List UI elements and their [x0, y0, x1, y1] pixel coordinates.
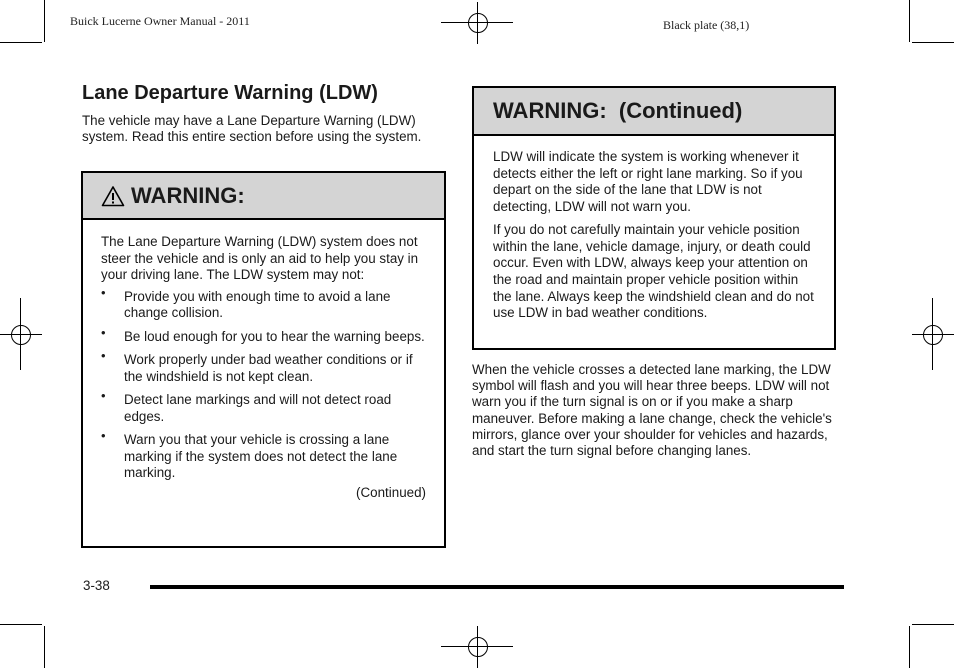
bullet-text: Warn you that your vehicle is crossing a lane marking if the system does not detect the lane marking.	[124, 432, 398, 481]
list-item	[101, 324, 426, 346]
continued-title-bar	[474, 88, 834, 136]
warning-paragraph: If you do not carefully maintain your vehicle position within the lane, vehicle damage, injury, or death could occur. Even with LDW, always keep your attention on the road and maintain proper vehicle position within the lane. Always keep the windshield clean and do not use LDW in bad weather conditions.	[493, 222, 814, 321]
section-intro: The vehicle may have a Lane Departure Warning (LDW) system. Read this entire section before using the system.	[82, 113, 422, 145]
list-item	[101, 428, 426, 482]
warning-triangle-icon	[101, 185, 125, 207]
continued-warning-box	[472, 86, 836, 350]
warning-lead-text: The Lane Departure Warning (LDW) system does not steer the vehicle and is only an aid to help you stay in your driving lane. The LDW system may not:	[101, 234, 419, 283]
registration-mark-top	[441, 2, 513, 44]
warning-bullet-list	[101, 284, 426, 482]
bullet-icon: •	[101, 348, 106, 364]
crop-mark	[909, 0, 910, 42]
crop-mark	[44, 0, 45, 42]
warning-box	[81, 171, 446, 548]
crop-mark	[0, 42, 42, 43]
crop-mark	[912, 624, 954, 625]
bullet-icon: •	[101, 388, 106, 404]
continued-label: (Continued)	[356, 484, 426, 500]
crop-mark	[912, 42, 954, 43]
bullet-icon: •	[101, 284, 106, 300]
bullet-icon: •	[101, 428, 106, 444]
list-item	[101, 348, 426, 385]
section-title: Lane Departure Warning (LDW)	[82, 82, 378, 104]
list-item	[101, 388, 426, 425]
registration-mark-left	[0, 298, 42, 370]
bullet-text: Detect lane markings and will not detect road edges.	[124, 392, 392, 424]
bullet-text: Work properly under bad weather conditions or if the windshield is not kept clean.	[124, 352, 413, 384]
continued-warning-title: WARNING: (Continued)	[493, 98, 743, 123]
crop-mark	[44, 626, 45, 668]
continued-warning-body	[474, 136, 834, 322]
plate-label: Black plate (38,1)	[663, 18, 750, 32]
warning-title: WARNING:	[131, 182, 245, 208]
page-number: 3-38	[83, 578, 110, 593]
warning-body	[83, 220, 444, 501]
registration-mark-right	[912, 298, 954, 370]
manual-title: Buick Lucerne Owner Manual - 2011	[70, 14, 250, 28]
warning-paragraph: LDW will indicate the system is working whenever it detects either the left or right lane marking. So if you depart on the side of the lane that LDW is not detecting, LDW will not warn you.	[493, 149, 803, 214]
bullet-text: Provide you with enough time to avoid a lane change collision.	[124, 288, 391, 321]
crop-mark	[0, 624, 42, 625]
warning-title-bar	[83, 173, 444, 220]
bullet-text: Be loud enough for you to hear the warning beeps.	[124, 328, 425, 344]
bullet-icon: •	[101, 324, 106, 340]
registration-mark-bottom	[441, 626, 513, 668]
footer-rule	[150, 585, 844, 589]
list-item	[101, 284, 426, 322]
crop-mark	[909, 626, 910, 668]
body-paragraph: When the vehicle crosses a detected lane marking, the LDW symbol will flash and you will hear three beeps. LDW will not warn you if the turn signal is on or if you make a sharp maneuver. Before making a lane change, check the vehicle's mirrors, glance over your shoulder for vehicles and hazards, and start the turn signal before changing lanes.	[472, 362, 832, 459]
